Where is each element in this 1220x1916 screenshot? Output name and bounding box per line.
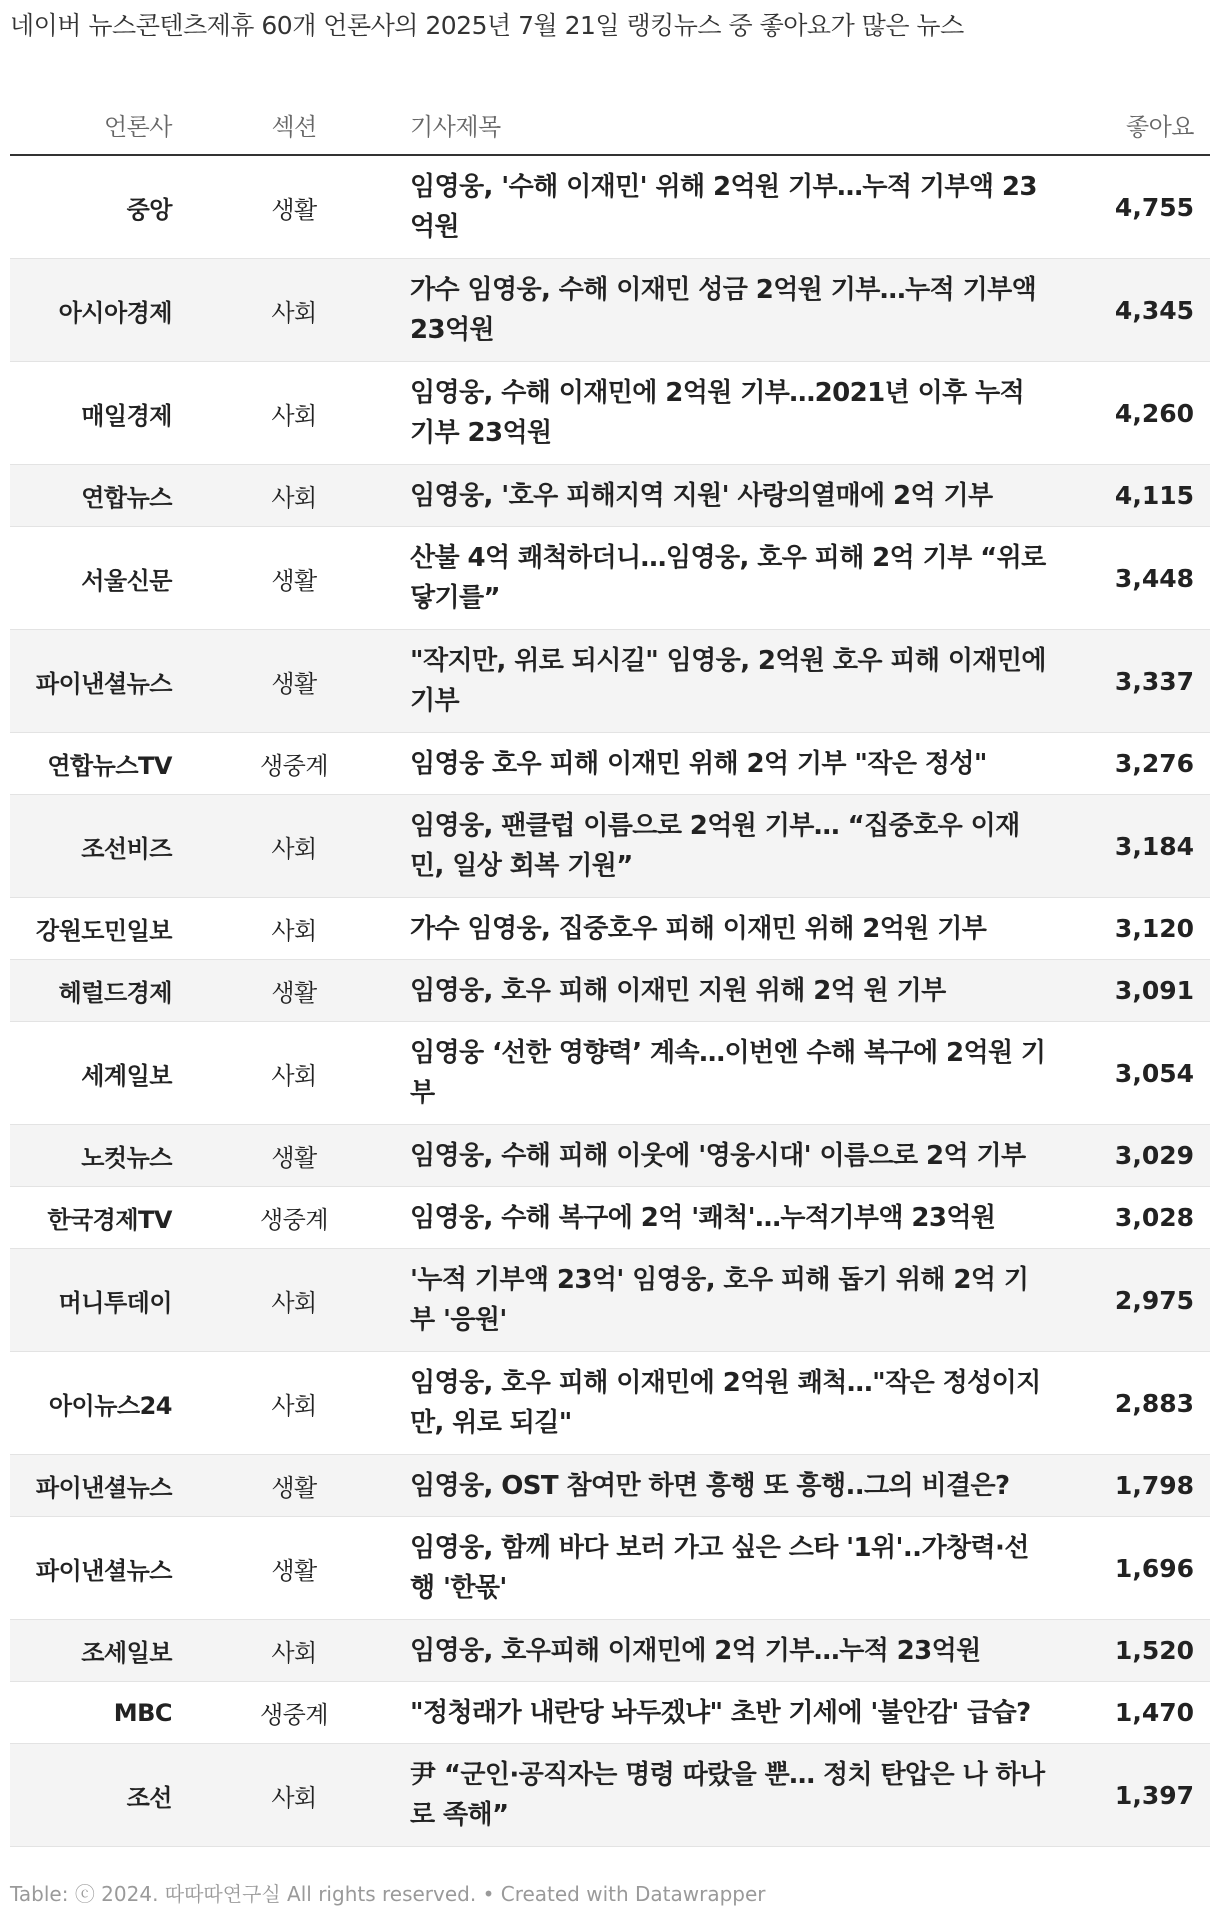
table-body <box>10 156 1210 1847</box>
section-cell: 생활 <box>271 1474 317 1502</box>
table-header <box>10 94 1210 156</box>
likes-cell: 3,276 <box>1114 749 1194 778</box>
table-row <box>10 1455 1210 1517</box>
headline-cell: 임영웅, 호우 피해 이재민 지원 위해 2억 원 기부 <box>410 975 946 1006</box>
outlet-cell: 세계일보 <box>81 1061 172 1090</box>
section-cell: 사회 <box>271 834 317 863</box>
headline-cell: 임영웅, 수해 이재민에 2억원 기부…2021년 이후 누적 기부 23억원 <box>410 378 1025 448</box>
likes-cell: 1,470 <box>1114 1698 1194 1727</box>
table-row <box>10 527 1210 630</box>
section-cell: 사회 <box>271 1391 317 1420</box>
likes-cell: 1,798 <box>1114 1471 1194 1500</box>
section-cell: 생중계 <box>259 752 329 780</box>
table-row <box>10 362 1210 465</box>
likes-cell: 4,260 <box>1114 398 1194 428</box>
table-row <box>10 1249 1210 1352</box>
table-row <box>10 1125 1210 1187</box>
outlet-cell: 아이뉴스24 <box>48 1391 172 1420</box>
outlet-cell: 조선비즈 <box>81 834 172 863</box>
headline-cell: 임영웅, '수해 이재민' 위해 2억원 기부…누적 기부액 23억원 <box>410 172 1037 242</box>
likes-cell: 3,028 <box>1114 1203 1194 1232</box>
likes-cell: 3,054 <box>1114 1058 1194 1088</box>
headline-cell: 임영웅, '호우 피해지역 지원' 사랑의열매에 2억 기부 <box>410 480 993 511</box>
likes-cell: 1,397 <box>1114 1780 1194 1810</box>
section-cell: 사회 <box>271 1639 317 1667</box>
table-row <box>10 898 1210 960</box>
table-row <box>10 795 1210 898</box>
outlet-cell: 조선 <box>126 1783 172 1812</box>
outlet-cell: 아시아경제 <box>58 298 172 327</box>
likes-cell: 3,184 <box>1114 831 1194 861</box>
likes-cell: 3,448 <box>1114 563 1194 593</box>
headline-cell: 임영웅, 팬클럽 이름으로 2억원 기부… “집중호우 이재민, 일상 회복 기원” <box>410 811 1020 881</box>
table-row <box>10 960 1210 1022</box>
table-row <box>10 1352 1210 1455</box>
headline-cell: 尹 “군인·공직자는 명령 따랐을 뿐… 정치 탄압은 나 하나로 족해” <box>410 1760 1045 1830</box>
table-title: 네이버 뉴스콘텐츠제휴 60개 언론사의 2025년 7월 21일 랭킹뉴스 중 좋아요가 많은 뉴스 <box>10 11 964 40</box>
column-header-headline[interactable]: 기사제목 <box>410 112 501 141</box>
table-row <box>10 1744 1210 1847</box>
table-row <box>10 1022 1210 1125</box>
outlet-cell: MBC <box>113 1698 172 1727</box>
table-row <box>10 733 1210 795</box>
section-cell: 생중계 <box>259 1701 329 1729</box>
outlet-cell: 조세일보 <box>81 1639 172 1667</box>
headline-cell: 임영웅 ‘선한 영향력’ 계속…이번엔 수해 복구에 2억원 기부 <box>410 1038 1046 1108</box>
headline-cell: 임영웅, 수해 피해 이웃에 '영웅시대' 이름으로 2억 기부 <box>410 1140 1026 1171</box>
headline-cell: 가수 임영웅, 집중호우 피해 이재민 위해 2억원 기부 <box>410 913 987 944</box>
headline-cell: 산불 4억 쾌척하더니…임영웅, 호우 피해 2억 기부 “위로 닿기를” <box>410 543 1046 613</box>
headline-cell: 임영웅, OST 참여만 하면 흥행 또 흥행..그의 비결은? <box>410 1470 1010 1501</box>
table-row <box>10 1187 1210 1249</box>
likes-cell: 4,345 <box>1114 295 1194 325</box>
ranking-table <box>10 94 1210 1847</box>
outlet-cell: 파이낸셜뉴스 <box>35 669 172 698</box>
headline-cell: 임영웅, 호우피해 이재민에 2억 기부…누적 23억원 <box>410 1635 981 1666</box>
outlet-cell: 한국경제TV <box>47 1206 172 1234</box>
headline-cell: 임영웅, 함께 바다 보러 가고 싶은 스타 '1위'..가창력·선행 '한몫' <box>410 1533 1029 1603</box>
likes-cell: 3,337 <box>1114 666 1194 696</box>
headline-cell: "작지만, 위로 되시길" 임영웅, 2억원 호우 피해 이재민에 기부 <box>410 646 1046 716</box>
headline-cell: 가수 임영웅, 수해 이재민 성금 2억원 기부…누적 기부액 23억원 <box>410 275 1037 345</box>
outlet-cell: 연합뉴스TV <box>47 752 172 780</box>
likes-cell: 1,696 <box>1114 1553 1194 1583</box>
table-row <box>10 1517 1210 1620</box>
section-cell: 생활 <box>271 669 317 698</box>
headline-cell: 임영웅, 호우 피해 이재민에 2억원 쾌척…"작은 정성이지만, 위로 되길" <box>410 1368 1041 1438</box>
outlet-cell: 파이낸셜뉴스 <box>35 1556 172 1585</box>
outlet-cell: 연합뉴스 <box>81 484 172 512</box>
section-cell: 생활 <box>271 1556 317 1585</box>
section-cell: 사회 <box>271 1288 317 1317</box>
section-cell: 사회 <box>271 484 317 512</box>
outlet-cell: 파이낸셜뉴스 <box>35 1474 172 1502</box>
outlet-cell: 머니투데이 <box>58 1288 172 1317</box>
likes-cell: 4,115 <box>1114 481 1194 510</box>
table-row <box>10 156 1210 259</box>
outlet-cell: 강원도민일보 <box>35 917 172 945</box>
section-cell: 사회 <box>271 1783 317 1812</box>
section-cell: 생활 <box>271 566 317 595</box>
likes-cell: 3,029 <box>1114 1141 1194 1170</box>
section-cell: 사회 <box>271 1061 317 1090</box>
likes-cell: 4,755 <box>1114 192 1194 222</box>
table-row <box>10 465 1210 527</box>
outlet-cell: 헤럴드경제 <box>58 979 172 1007</box>
outlet-cell: 중앙 <box>126 195 172 224</box>
likes-cell: 2,883 <box>1114 1388 1194 1418</box>
headline-cell: "정청래가 내란당 놔두겠냐" 초반 기세에 '불안감' 급습? <box>410 1697 1031 1728</box>
likes-cell: 2,975 <box>1114 1285 1194 1315</box>
headline-cell: '누적 기부액 23억' 임영웅, 호우 피해 돕기 위해 2억 기부 '응원' <box>410 1265 1029 1335</box>
section-cell: 생활 <box>271 195 317 224</box>
section-cell: 사회 <box>271 917 317 945</box>
outlet-cell: 노컷뉴스 <box>81 1144 172 1172</box>
section-cell: 사회 <box>271 401 317 430</box>
likes-cell: 1,520 <box>1114 1636 1194 1665</box>
section-cell: 생중계 <box>259 1206 329 1234</box>
table-footer: Table: ⓒ 2024. 따따따연구실 All rights reserved. • Created with Datawrapper <box>10 1882 766 1906</box>
table-row <box>10 1620 1210 1682</box>
column-header-outlet[interactable]: 언론사 <box>103 112 172 141</box>
table-row <box>10 1682 1210 1744</box>
outlet-cell: 매일경제 <box>81 401 172 430</box>
column-header-likes[interactable]: 좋아요 <box>1125 112 1194 141</box>
headline-cell: 임영웅 호우 피해 이재민 위해 2억 기부 "작은 정성" <box>410 748 987 779</box>
outlet-cell: 서울신문 <box>81 566 172 595</box>
section-cell: 생활 <box>271 1144 317 1172</box>
section-cell: 사회 <box>271 298 317 327</box>
likes-cell: 3,120 <box>1114 914 1194 943</box>
likes-cell: 3,091 <box>1114 976 1194 1005</box>
table-row <box>10 630 1210 733</box>
headline-cell: 임영웅, 수해 복구에 2억 '쾌척'…누적기부액 23억원 <box>410 1202 996 1233</box>
column-header-section[interactable]: 섹션 <box>271 112 317 141</box>
table-row <box>10 259 1210 362</box>
section-cell: 생활 <box>271 979 317 1007</box>
